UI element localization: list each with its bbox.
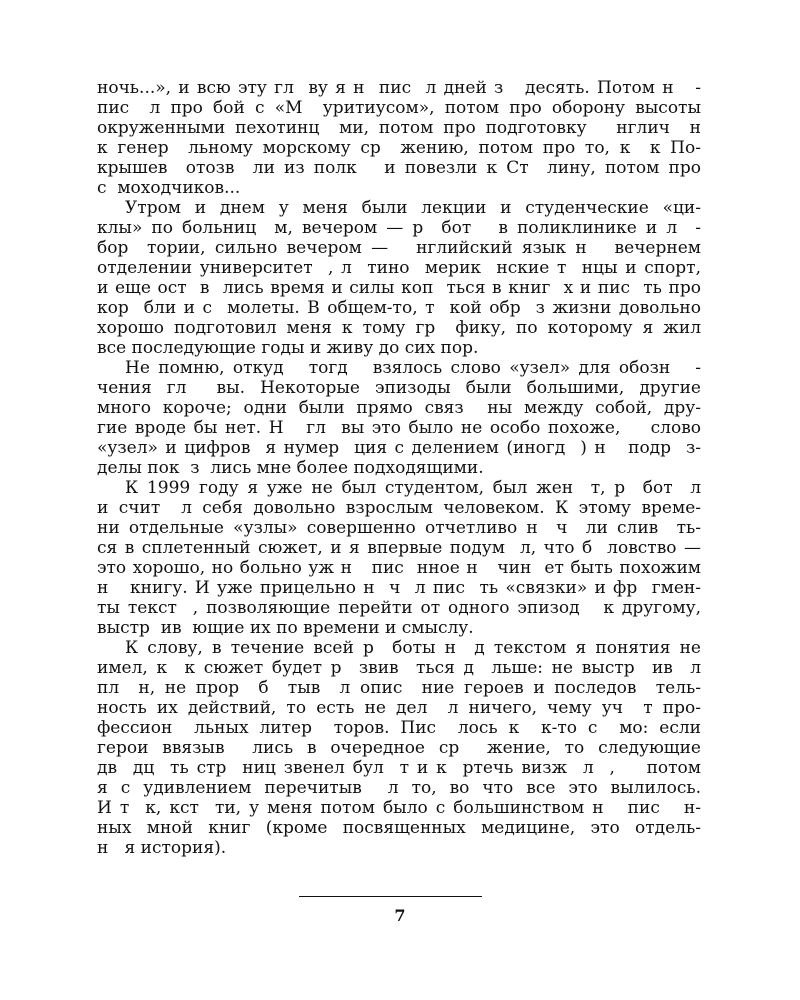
text-line: кор бли и с молеты. В общем-то, т кой обр з жизни довольно <box>97 298 701 318</box>
text-line: чения гл вы. Некоторые эпизоды были большими, другие <box>97 378 701 398</box>
text-line: отделении университет , л тино мерик нские т нцы и спорт, <box>97 258 701 278</box>
text-line: ни отдельные «узлы» совершенно отчетливо н ч ли слив ть- <box>97 518 701 538</box>
paragraph-first-line: Не помню, откуд тогд взялось слово «узел» для обозн - <box>125 358 701 378</box>
text-line: все последующие годы и живу до сих пор. <box>97 338 479 358</box>
text-line: ночь...», и всю эту гл ву я н пис л дней з десять. Потом н - <box>97 78 701 98</box>
paragraph-first-line: К 1999 году я уже не был студентом, был жен т, р бот л <box>125 478 701 498</box>
paragraph-first-line: Утром и днем у меня были лекции и студенческие «ци- <box>125 198 701 218</box>
text-line: ся в сплетенный сюжет, и я впервые подум л, что б ловство — <box>97 538 701 558</box>
text-line: с моходчиков... <box>97 178 241 198</box>
text-line: я с удивлением перечитыв л то, во что все это вылилось. <box>97 778 701 798</box>
text-line: выстр ив ющие их по времени и смыслу. <box>97 618 474 638</box>
text-line: И т к, кст ти, у меня потом было с большинством н пис н- <box>97 798 701 818</box>
text-line: фессион льных литер торов. Пис лось к к-то с мо: если <box>97 718 701 738</box>
text-line: окруженными пехотинц ми, потом про подготовку нглич н <box>97 118 701 138</box>
text-line: делы пок з лись мне более подходящими. <box>97 458 484 478</box>
page-number: 7 <box>394 906 406 925</box>
text-line: дв дц ть стр ниц звенел бул т и к ртечь визж л , потом <box>97 758 701 778</box>
text-line: ты текст , позволяющие перейти от одного эпизод к другому, <box>97 598 701 618</box>
text-line: ных мной книг (кроме посвященных медицине, это отдель- <box>97 818 701 838</box>
text-line: н я история). <box>97 838 227 858</box>
text-line: н книгу. И уже прицельно н ч л пис ть «связки» и фр гмен- <box>97 578 701 598</box>
text-line: имел, к к сюжет будет р звив ться д льше: не выстр ив л <box>97 658 701 678</box>
text-line: ность их действий, то есть не дел л ничего, чему уч т про- <box>97 698 701 718</box>
text-line: много короче; одни были прямо связ ны между собой, дру- <box>97 398 701 418</box>
text-line: и счит л себя довольно взрослым человеком. К этому време- <box>97 498 701 518</box>
text-line: «узел» и цифров я нумер ция с делением (иногд ) н подр з- <box>97 438 701 458</box>
text-line: пл н, не прор б тыв л опис ние героев и последов тель- <box>97 678 701 698</box>
text-line: это хорошо, но больно уж н пис нное н чин ет быть похожим <box>97 558 701 578</box>
text-line: герои ввязыв лись в очередное ср жение, то следующие <box>97 738 701 758</box>
text-line: пис л про бой с «М уритиусом», потом про оборону высоты <box>97 98 701 118</box>
text-line: бор тории, сильно вечером — нглийский язык н вечернем <box>97 238 701 258</box>
text-line: хорошо подготовил меня к тому гр фику, по которому я жил <box>97 318 701 338</box>
body-text <box>97 78 701 858</box>
text-line: и еще ост в лись время и силы коп ться в книг х и пис ть про <box>97 278 701 298</box>
text-line: клы» по больниц м, вечером — р бот в поликлинике и л - <box>97 218 701 238</box>
text-line: крышев отозв ли из полк и повезли к Ст лину, потом про <box>97 158 701 178</box>
text-line: к генер льному морскому ср жению, потом про то, к к По- <box>97 138 701 158</box>
paragraph-first-line: К слову, в течение всей р боты н д текстом я понятия не <box>125 638 701 658</box>
text-line: гие вроде бы нет. Н гл вы это было не особо похоже, слово <box>97 418 701 438</box>
footer-divider <box>299 896 482 897</box>
